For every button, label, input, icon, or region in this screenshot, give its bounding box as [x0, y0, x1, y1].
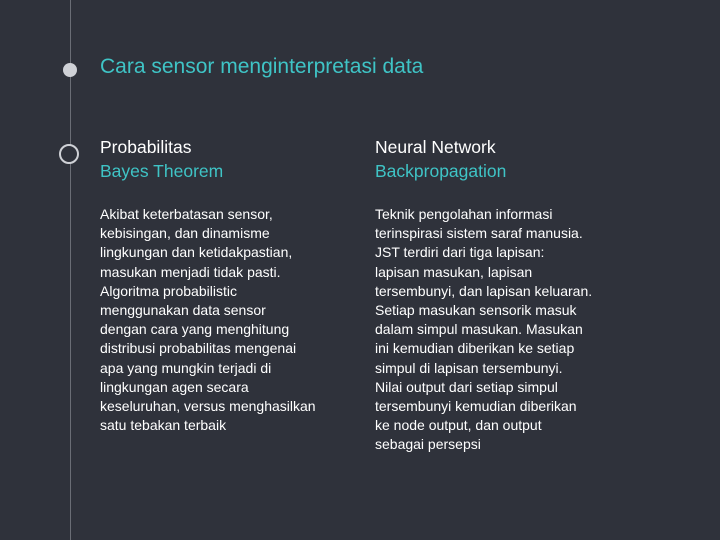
column-body [375, 205, 635, 455]
column-heading: Neural Network [375, 137, 496, 157]
body-line: dalam simpul masukan. Masukan [375, 321, 583, 338]
timeline-line [70, 0, 71, 540]
timeline-dot-filled [63, 63, 77, 77]
body-line: kebisingan, dan dinamisme [100, 225, 270, 242]
body-line: Setiap masukan sensorik masuk [375, 302, 577, 319]
body-line: lingkungan dan ketidakpastian, [100, 244, 293, 261]
column-body [100, 205, 360, 435]
column-subheading: Bayes Theorem [100, 161, 224, 181]
body-line: lingkungan agen secara [100, 378, 249, 395]
body-line: Akibat keterbatasan sensor, [100, 206, 273, 222]
body-line: JST terdiri dari tiga lapisan: [375, 244, 545, 261]
column-heading: Probabilitas [100, 137, 192, 157]
body-line: Teknik pengolahan informasi [375, 206, 553, 222]
body-line: tersembunyi, dan lapisan keluaran. [375, 282, 593, 299]
body-line: Algoritma probabilistic [100, 282, 237, 299]
column-probabilitas [100, 135, 360, 435]
timeline-dot-hollow [59, 144, 79, 164]
body-line: distribusi probabilitas mengenai [100, 340, 297, 357]
body-line: keseluruhan, versus menghasilkan [100, 398, 316, 415]
body-line: masukan menjadi tidak pasti. [100, 263, 281, 280]
body-line: lapisan masukan, lapisan [375, 263, 533, 280]
body-line: ini kemudian diberikan ke setiap [375, 340, 575, 357]
slide-title: Cara sensor menginterpretasi data [100, 55, 424, 78]
body-line: tersembunyi kemudian diberikan [375, 398, 577, 415]
column-neural-network [375, 135, 635, 455]
body-line: apa yang mungkin terjadi di [100, 359, 272, 376]
body-line: ke node output, dan output [375, 417, 542, 434]
column-subheading: Backpropagation [375, 161, 507, 181]
body-line: dengan cara yang menghitung [100, 321, 290, 338]
body-line: simpul di lapisan tersembunyi. [375, 359, 563, 376]
body-line: terinspirasi sistem saraf manusia. [375, 225, 583, 242]
body-line: sebagai persepsi [375, 436, 481, 453]
body-line: Nilai output dari setiap simpul [375, 378, 558, 395]
body-line: satu tebakan terbaik [100, 417, 227, 434]
body-line: menggunakan data sensor [100, 302, 266, 319]
